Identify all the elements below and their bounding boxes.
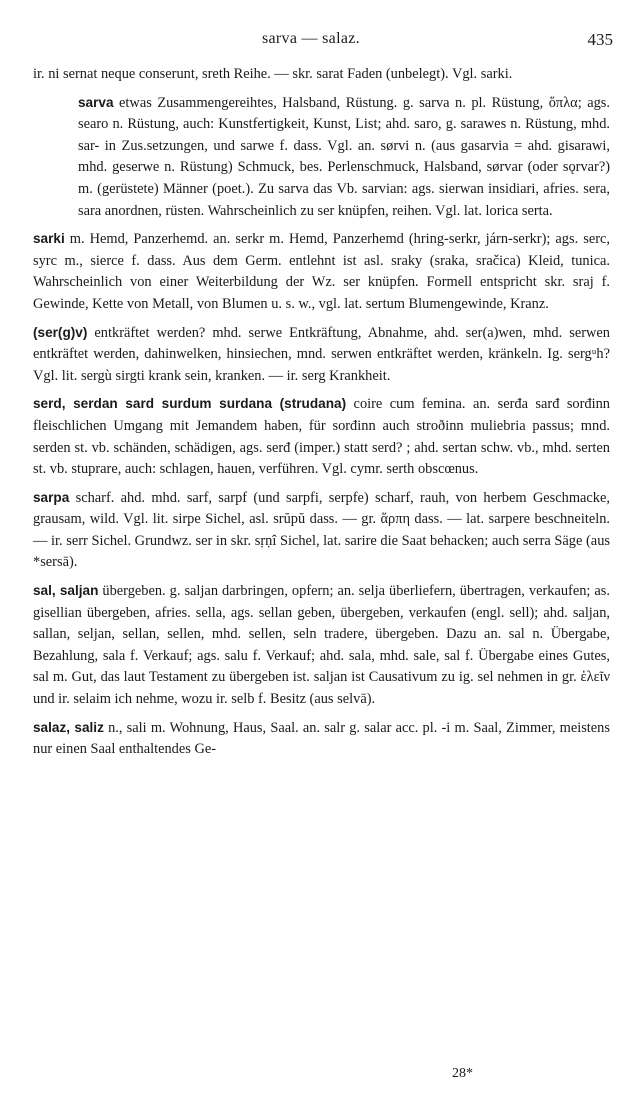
page-number: 435 [587,30,613,49]
headword: sarki [33,231,65,247]
entry-text: ir. ni sernat neque conserunt, sreth Reihe. — skr. sarat Faden (unbelegt). Vgl. sarki. [33,66,513,82]
running-title: sarva — salaz. [262,30,360,47]
headword: serd, serdan sard surdum surdana (strudana) [33,396,347,412]
entry-text: m. Hemd, Panzerhemd. an. serkr m. Hemd, Panzerhemd (hring-serkr, járn-serkr); ags. serc, syrc m., sierce f. dass. Aus dem Germ. entlehnt ist asl. sraky (sraka, sračica) Kleid, tunica. Wahrscheinlich von einer Weiterbildung der Wz. ser knüpfen. Formell entspricht skr. sraj f. Gewinde, Kette von Metall, von Blumen u. s. w., vgl. lat. sertum Blumengewinde, Kranz. [33,231,610,312]
entry-sal [33,580,610,711]
entry-continuation [33,64,610,86]
entry-serd [33,393,610,480]
entry-salaz [33,717,610,761]
headword: (ser(g)v) [33,324,88,340]
signature-mark: 28* [452,1066,473,1081]
headword: sal, saljan [33,583,99,599]
entry-text: scharf. ahd. mhd. sarf, sarpf (und sarpfi, serpfe) scharf, rauh, von herbem Geschmacke, grausam, wild. Vgl. lit. sirpe Sichel, asl. srŭpŭ dass. — gr. ἅρπη dass. — lat. sarpere beschneiteln. — ir. serr Sichel. Grundwz. ser in skr. sṛṇî Sichel, lat. sarire die Saat behacken; auch serra Säge (aus *sersā). [33,489,610,571]
running-header [0,30,625,54]
entry-text: etwas Zusammengereihtes, Halsband, Rüstung. g. sarva n. pl. Rüstung, ὅπλα; ags. searo n. Rüstung, auch: Kunstfertigkeit, Kunst, List; ahd. saro, g. sarawes n. Rüstung, mhd. sar- in Zus.setzungen, und sarwe f. dass. Vgl. an. sørvi n. (aus gasarvia = ahd. gisarawi, mhd. geserwe n. Rüstung) Schmuck, bes. Perlenschmuck, Halsband, sørvar (oder sǫrvar?) m. (gerüstete) Männer (poet.). Zu sarva das Vb. sarvian: ags. sierwan insidiari, afries. sera, sara anordnen, rüsten. Wahrscheinlich zu ser knüpfen, reihen. Vgl. lat. lorica serta. [78,94,610,219]
entry-sarpa [33,487,610,574]
headword: sarpa [33,489,70,505]
headword: sarva [78,94,114,110]
entry-sarki [33,228,610,315]
entry-text: coire cum femina. an. serđa sarđ sorđinn fleischlichen Umgang mit Jemandem haben, für sorđinn auch stroðinn muliebria passus; mnd. serden st. vb. schänden, schädigen, ags. serđ (imper.) statt serd? ; ahd. sertan schw. vb., mhd. serten st. vb. stuprare, auch: schlagen, hauen, verführen. Vgl. cymr. serth obscœnus. [33,396,611,478]
entry-text: entkräftet werden? mhd. serwe Entkräftung, Abnahme, ahd. ser(a)wen, mhd. serwen entkräftet werden, dahinwelken, hinsiechen, mnd. serwen entkräftet werden, kränkeln. Ig. sergᵘh? Vgl. lit. sergù sirgti krank sein, kranken. — ir. serg Krankheit. [33,324,610,384]
entry-sergv [33,322,610,388]
entry-column [33,64,610,767]
entry-text: übergeben. g. saljan darbringen, opfern; an. selja überliefern, übertragen, verkaufen; as. gisellian übergeben, afries. sella, ags. sellan geben, übergeben, verkaufen (engl. sell); ahd. saljan, sallan, seljan, sellan, sellen, mhd. sellen, seln tradere, übergeben. Dazu an. sal n. Übergabe, Bezahlung, sala f. Verkauf; ags. salu f. Verkauf; ahd. sala, mhd. sale, sal f. Übergabe eines Gutes, sal m. Gut, das laut Testament zu übergeben ist. saljan ist Causativum zu ig. sel nehmen in gr. ἑλεῖν und ir. selaim ich nehme, wozu ir. selb f. Besitz (aus selvā). [33,583,610,708]
headword: salaz, saliz [33,719,104,735]
entry-text: n., sali m. Wohnung, Haus, Saal. an. salr g. salar acc. pl. -i m. Saal, Zimmer, meistens nur einen Saal enthaltendes Ge- [33,719,610,758]
entry-sarva [33,92,610,223]
